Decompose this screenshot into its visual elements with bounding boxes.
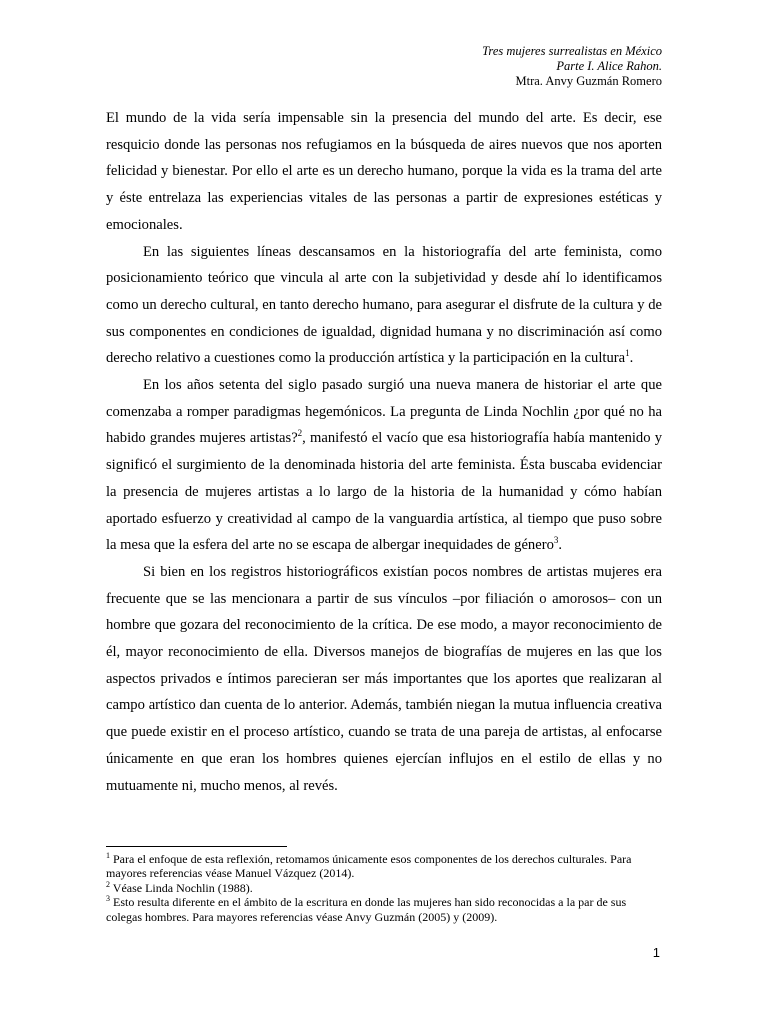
page-number: 1 xyxy=(652,945,660,960)
paragraph-2-end: . xyxy=(629,350,634,367)
footnote-ref-3[interactable]: 3 xyxy=(553,535,559,546)
footnote-2 xyxy=(106,881,662,895)
paragraph-3 xyxy=(106,372,662,559)
footnote-1-text: Para el enfoque de esta reflexión, retomamos únicamente esos componentes de los derechos culturales. Para mayores referencias véase Manuel Vázquez (2014). xyxy=(106,852,632,881)
footnote-ref-1[interactable]: 1 xyxy=(625,348,630,359)
footnote-2-mark: 2 xyxy=(106,879,110,889)
footnote-ref-2[interactable]: 2 xyxy=(297,428,303,439)
header-subtitle: Parte I. Alice Rahon. xyxy=(556,59,662,73)
paragraph-2-text: En las siguientes líneas descansamos en la historiografía del arte feminista, como posicionamiento teórico que vincula al arte con la subjetividad y desde ahí lo identificamos como un derecho cultural, en tanto derecho humano, para asegurar el disfrute de la cultura y de sus componentes en condiciones de igualdad, dignidad humana y no discriminación así como derecho relativo a cuestiones como la producción artística y la participación en la cultura xyxy=(106,243,662,367)
paragraph-3-text-a: En los años setenta del siglo pasado surgió una nueva manera de historiar el arte que comenzaba a romper paradigmas hegemónicos. La pregunta de Linda Nochlin ¿por qué no ha habido grandes mujeres artistas? xyxy=(106,377,662,447)
paragraph-2 xyxy=(106,239,662,373)
footnote-1-mark: 1 xyxy=(106,851,110,860)
footnotes xyxy=(106,852,662,924)
footnote-separator xyxy=(106,846,287,847)
paragraph-4: Si bien en los registros historiográficos existían pocos nombres de artistas mujeres era frecuente que se las mencionara a partir de sus vínculos –por filiación o amorosos– con un hombre que gozara del reconocimiento de la crítica. De ese modo, a mayor reconocimiento de él, mayor reconocimiento de ella. Diversos manejos de biografías de mujeres en las que los aspectos privados e íntimos parecieran ser más importantes que los aportes que realizaran al campo artístico dan cuenta de lo anterior. Además, también niegan la mutua influencia creativa que puede existir en el proceso artístico, cuando se trata de una pareja de artistas, al enfocarse únicamente en que eran los hombres quienes ejercían influjos en el estilo de ellas y no mutuamente ni, mucho menos, al revés. xyxy=(106,563,662,794)
header-title: Tres mujeres surrealistas en México xyxy=(482,44,662,58)
footnote-3-text: Esto resulta diferente en el ámbito de la escritura en donde las mujeres han sido reconocidas a la par de sus colegas hombres. Para mayores referencias véase Anvy Guzmán (2005) y (2009). xyxy=(106,895,627,924)
running-header xyxy=(482,44,662,89)
header-author: Mtra. Anvy Guzmán Romero xyxy=(515,74,662,88)
paragraph-3-text-b: , manifestó el vacío que esa historiografía había mantenido y significó el surgimiento de la denominada historia del arte feminista. Ésta buscaba evidenciar la presencia de mujeres artistas a lo largo de la historia de la humanidad y cómo habían aportado esfuerzo y creatividad al campo de la vanguardia artística, al tiempo que puso sobre la mesa que la esfera del arte no se escapa de albergar inequidades de género xyxy=(106,430,662,554)
footnote-1 xyxy=(106,852,662,881)
footnote-3 xyxy=(106,895,662,924)
body-text xyxy=(106,105,662,799)
paragraph-1: El mundo de la vida sería impensable sin la presencia del mundo del arte. Es decir, ese resquicio donde las personas nos refugiamos en la búsqueda de aires nuevos que nos aporten felicidad y bienestar. Por ello el arte es un derecho humano, porque la vida es la trama del arte y éste entrelaza las experiencias vitales de las personas a partir de expresiones estéticas y emocionales. xyxy=(106,110,662,233)
footnote-2-text: Véase Linda Nochlin (1988). xyxy=(110,880,253,895)
paragraph-3-end: . xyxy=(558,537,563,554)
footnote-3-mark: 3 xyxy=(106,894,110,904)
